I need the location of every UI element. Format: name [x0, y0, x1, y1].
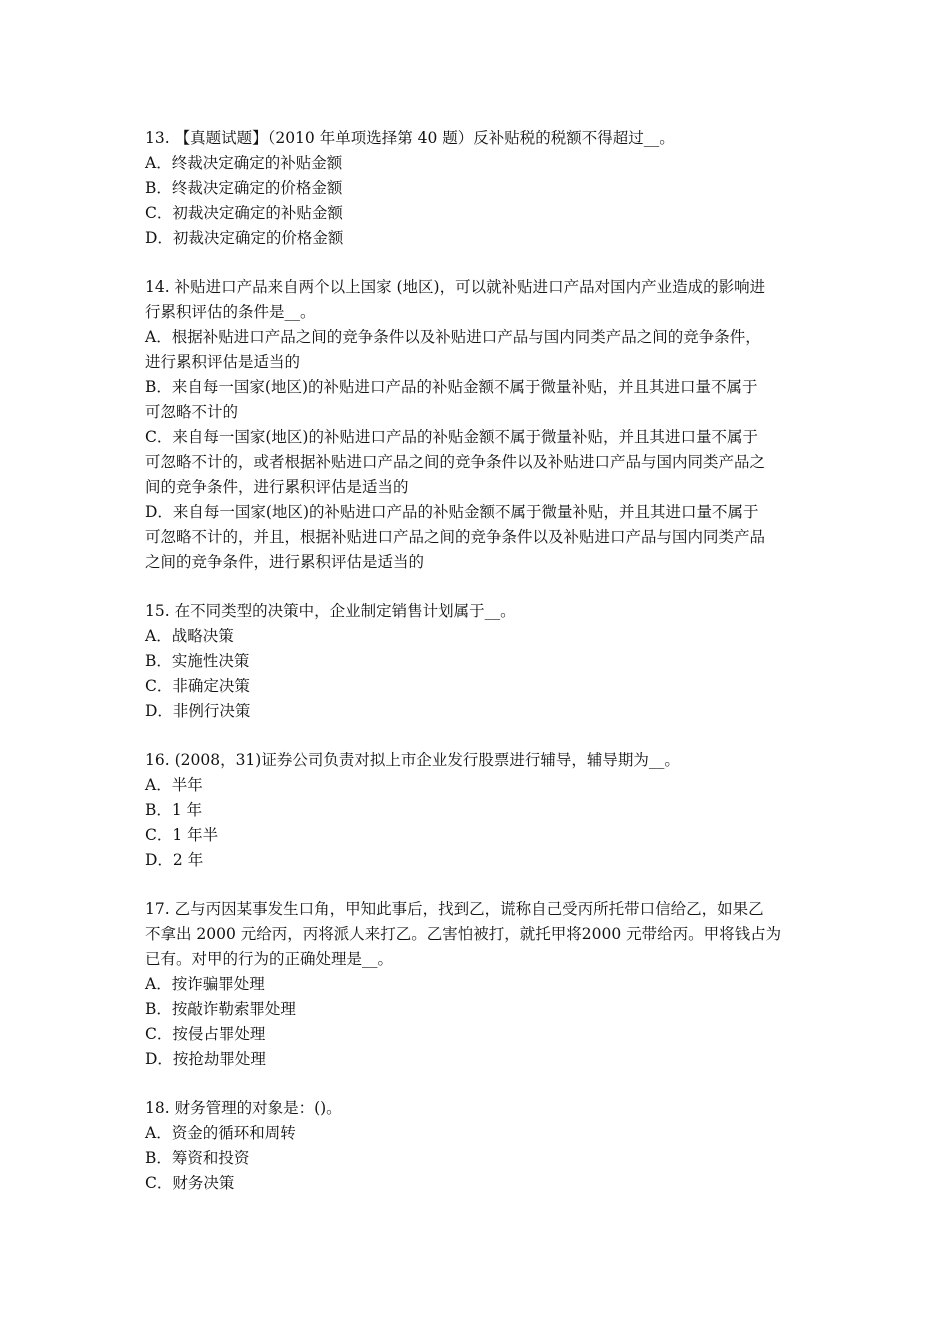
question-14-stem-line-2: 行累积评估的条件是__。: [145, 303, 316, 321]
question-16-option-a: A．半年: [145, 776, 203, 794]
question-15-option-b: B．实施性决策: [145, 652, 250, 670]
question-18: [145, 1096, 815, 1196]
question-15: [145, 599, 815, 724]
question-14-option-a-line-2: 进行累积评估是适当的: [145, 353, 301, 371]
question-18-stem: 18. 财务管理的对象是：()。: [145, 1099, 342, 1117]
question-16-stem: 16. (2008，31)证券公司负责对拟上市企业发行股票进行辅导，辅导期为__。: [145, 751, 680, 769]
question-13-option-a: A．终裁决定确定的补贴金额: [145, 154, 343, 172]
question-18-option-a: A．资金的循环和周转: [145, 1124, 296, 1142]
question-15-option-c: C．非确定决策: [145, 677, 250, 695]
question-13-option-b: B．终裁决定确定的价格金额: [145, 179, 343, 197]
question-14-option-a-line-1: A．根据补贴进口产品之间的竞争条件以及补贴进口产品与国内同类产品之间的竞争条件，: [145, 328, 761, 346]
question-14-option-d-line-3: 之间的竞争条件，进行累积评估是适当的: [145, 553, 425, 571]
question-14-option-d-line-1: D．来自每一国家(地区)的补贴进口产品的补贴金额不属于微量补贴，并且其进口量不属于: [145, 503, 759, 521]
question-14-option-c-line-3: 间的竞争条件，进行累积评估是适当的: [145, 478, 409, 496]
question-17-option-d: D．按抢劫罪处理: [145, 1050, 266, 1068]
question-15-option-d: D．非例行决策: [145, 702, 251, 720]
question-17: [145, 897, 815, 1072]
question-list: [145, 126, 815, 1220]
question-13: [145, 126, 815, 251]
question-14-option-c-line-2: 可忽略不计的，或者根据补贴进口产品之间的竞争条件以及补贴进口产品与国内同类产品之: [145, 453, 766, 471]
question-18-option-b: B．筹资和投资: [145, 1149, 250, 1167]
question-16-option-b: B．1 年: [145, 801, 203, 819]
question-15-stem: 15. 在不同类型的决策中，企业制定销售计划属于__。: [145, 602, 516, 620]
question-16-option-c: C．1 年半: [145, 826, 219, 844]
question-14: [145, 275, 815, 575]
question-14-option-b-line-1: B．来自每一国家(地区)的补贴进口产品的补贴金额不属于微量补贴，并且其进口量不属于: [145, 378, 758, 396]
question-14-stem-line-1: 14. 补贴进口产品来自两个以上国家 (地区)，可以就补贴进口产品对国内产业造成的影响进: [145, 278, 766, 296]
question-18-option-c: C．财务决策: [145, 1174, 235, 1192]
question-14-option-d-line-2: 可忽略不计的，并且，根据补贴进口产品之间的竞争条件以及补贴进口产品与国内同类产品: [145, 528, 766, 546]
question-16-option-d: D．2 年: [145, 851, 204, 869]
question-14-option-b-line-2: 可忽略不计的: [145, 403, 239, 421]
question-17-option-c: C．按侵占罪处理: [145, 1025, 266, 1043]
question-17-option-a: A．按诈骗罪处理: [145, 975, 265, 993]
question-16: [145, 748, 815, 873]
question-17-stem-line-2: 不拿出 2000 元给丙，丙将派人来打乙。乙害怕被打，就托甲将2000 元带给丙。甲将钱占为: [145, 925, 782, 943]
question-14-option-c-line-1: C．来自每一国家(地区)的补贴进口产品的补贴金额不属于微量补贴，并且其进口量不属于: [145, 428, 758, 446]
question-17-stem-line-3: 已有。对甲的行为的正确处理是__。: [145, 950, 394, 968]
question-13-stem: 13. 【真题试题】（2010 年单项选择第 40 题）反补贴税的税额不得超过__。: [145, 129, 675, 147]
question-17-option-b: B．按敲诈勒索罪处理: [145, 1000, 296, 1018]
question-17-stem-line-1: 17. 乙与丙因某事发生口角，甲知此事后，找到乙，谎称自己受丙所托带口信给乙，如果乙: [145, 900, 764, 918]
question-13-option-c: C．初裁决定确定的补贴金额: [145, 204, 343, 222]
question-15-option-a: A．战略决策: [145, 627, 234, 645]
question-13-option-d: D．初裁决定确定的价格金额: [145, 229, 344, 247]
